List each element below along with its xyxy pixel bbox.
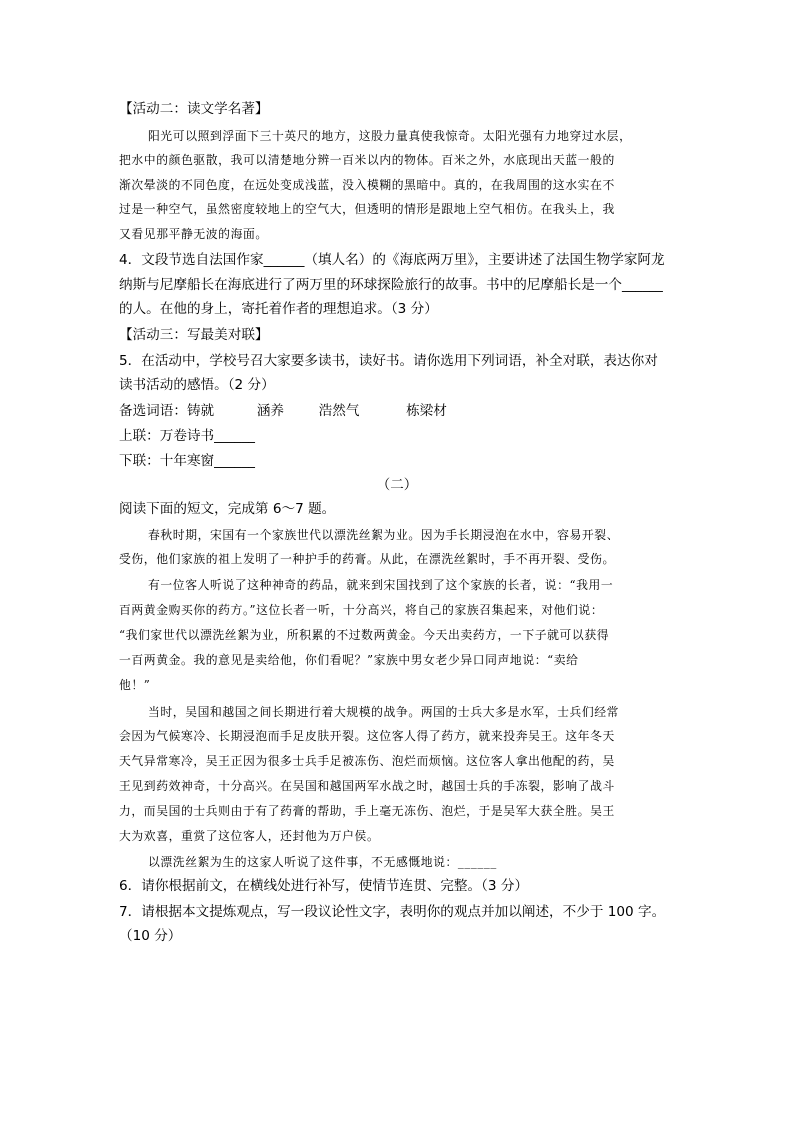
word-option-4: 栋梁材 [406, 403, 447, 419]
word-options [119, 402, 447, 420]
passage-line-3: 渐次晕淡的不同色度，在远处变成浅蓝，没入模糊的黑暗中。真的，在我周围的这水实在不 [119, 178, 615, 192]
question-4-line-2: 纳斯与尼摩船长在海底进行了两万里的环球探险旅行的故事。书中的尼摩船长是一个______ [119, 277, 663, 293]
story-line-13: 大为欢喜，重赏了这位客人，还封他为万户侯。 [119, 829, 380, 843]
passage-line-2: 把水中的颜色驱散，我可以清楚地分辨一百米以内的物体。百米之外，水底现出天蓝一般的 [119, 153, 615, 167]
question-6: 6．请你根据前文，在横线处进行补写，使情节连贯、完整。（3 分） [119, 878, 529, 894]
story-line-6: 一百两黄金。我的意见是卖给他，你们看呢？”家族中男女老少异口同声地说：“卖给 [119, 653, 579, 667]
couplet-upper: 上联：万卷诗书______ [119, 428, 255, 444]
passage-line-5: 又看见那平静无波的海面。 [119, 227, 268, 241]
story-line-2: 受伤，他们家族的祖上发明了一种护手的药膏。从此，在漂洗丝絮时，手不再开裂、受伤。 [119, 552, 615, 566]
word-option-2: 涵养 [256, 403, 284, 419]
story-line-3: 有一位客人听说了这种神奇的药品，就来到宋国找到了这个家族的长者，说：“我用一 [148, 578, 614, 592]
story-line-14: 以漂洗丝絮为生的这家人听说了这件事，不无感慨地说：______ [148, 855, 497, 869]
story-line-10: 天气异常寒冷，吴王正因为很多士兵手足被冻伤、泡烂而烦恼。这位客人拿出他配的药，吴 [119, 754, 615, 768]
passage-line-1: 阳光可以照到浮面下三十英尺的地方，这股力量真使我惊奇。太阳光强有力地穿过水层， [148, 129, 632, 143]
story-line-8: 当时，吴国和越国之间长期进行着大规模的战争。两国的士兵大多是水军，士兵们经常 [148, 705, 620, 719]
story-line-12: 力，而吴国的士兵则由于有了药膏的帮助，手上毫无冻伤、泡烂，于是吴军大获全胜。吴王 [119, 804, 615, 818]
story-line-11: 王见到药效神奇，十分高兴。在吴国和越国两军水战之时，越国士兵的手冻裂，影响了战斗 [119, 779, 615, 793]
section-title: （二） [376, 477, 418, 493]
word-options-label: 备选词语：铸就 [119, 403, 215, 419]
question-4-line-3: 的人。在他的身上，寄托着作者的理想追求。（3 分） [119, 301, 438, 317]
question-7-line-2: （10 分） [119, 928, 182, 944]
section-intro: 阅读下面的短文，完成第 6～7 题。 [119, 501, 336, 517]
story-line-9: 会因为气候寒冷、长期浸泡而手足皮肤开裂。这位客人得了药方，就来投奔吴王。这年冬天 [119, 729, 615, 743]
question-5-line-2: 读书活动的感悟。（2 分） [119, 377, 275, 393]
question-5-line-1: 5．在活动中，学校号召大家要多读书，读好书。请你选用下列词语，补全对联，表达你对 [119, 353, 658, 369]
question-7-line-1: 7．请根据本文提炼观点，写一段议论性文字，表明你的观点并加以阐述，不少于 100 字。 [119, 904, 666, 920]
story-line-4: 百两黄金购买你的药方。”这位长者一听，十分高兴，将自己的家族召集起来，对他们说： [119, 603, 604, 617]
question-4-line-1: 4．文段节选自法国作家______（填人名）的《海底两万里》，主要讲述了法国生物学家阿龙 [119, 252, 665, 268]
story-line-7: 他！” [119, 678, 151, 692]
activity2-heading: 【活动二：读文学名著】 [119, 101, 269, 117]
activity3-heading: 【活动三：写最美对联】 [119, 327, 269, 343]
couplet-lower: 下联：十年寒窗______ [119, 453, 255, 469]
passage-line-4: 过是一种空气，虽然密度较地上的空气大，但透明的情形是跟地上空气相仿。在我头上，我 [119, 202, 615, 216]
story-line-1: 春秋时期，宋国有一个家族世代以漂洗丝絮为业。因为手长期浸泡在水中，容易开裂、 [148, 528, 620, 542]
story-line-5: “我们家世代以漂洗丝絮为业，所积累的不过数两黄金。今天出卖药方，一下子就可以获得 [119, 628, 610, 642]
word-option-3: 浩然气 [318, 403, 360, 419]
